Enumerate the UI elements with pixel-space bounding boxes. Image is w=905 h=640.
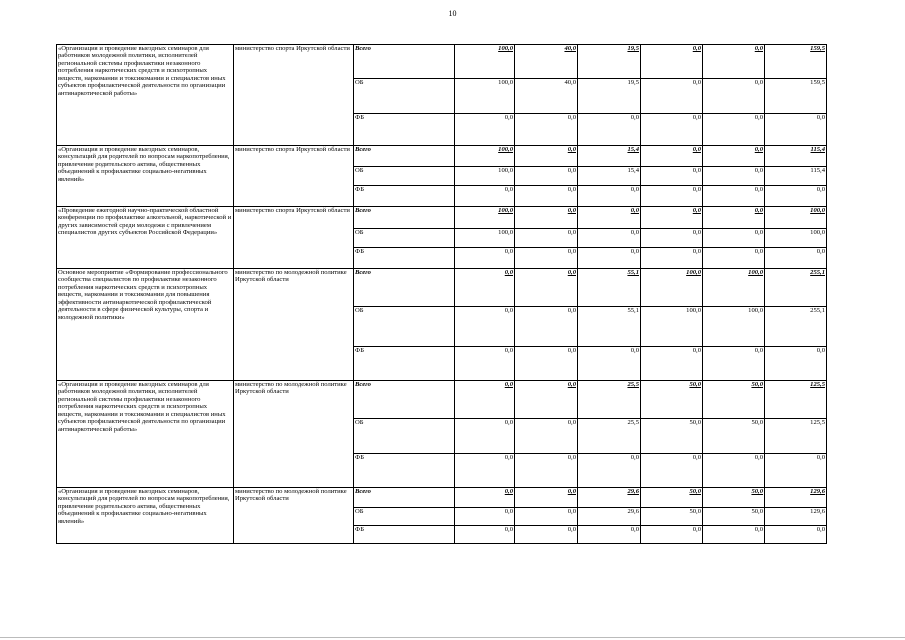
- amount-cell: [455, 167, 515, 186]
- amount-value: 0,0: [567, 248, 576, 255]
- amount-cell: [641, 347, 703, 381]
- amount-value: 55,1: [627, 269, 639, 276]
- funding-source-cell: ОБ: [354, 79, 455, 114]
- funding-source-cell: Всего: [354, 381, 455, 419]
- amount-cell: [641, 307, 703, 347]
- amount-value: 0,0: [630, 454, 639, 461]
- page-number: 10: [448, 9, 457, 18]
- funding-source-cell: Всего: [354, 488, 455, 508]
- amount-value: 0,0: [567, 186, 576, 193]
- executor-cell: министерство по молодежной политике Иркутской области: [234, 381, 354, 488]
- amount-cell: [641, 269, 703, 307]
- funding-source-cell: Всего: [354, 207, 455, 229]
- amount-cell: [641, 167, 703, 186]
- page-edge-line: [0, 637, 905, 638]
- amount-cell: [641, 381, 703, 419]
- amount-cell: [703, 146, 765, 167]
- amount-value: 50,0: [751, 508, 763, 515]
- amount-value: 55,1: [627, 307, 639, 314]
- amount-value: 0,0: [504, 186, 513, 193]
- amount-cell: [703, 488, 765, 508]
- amount-value: 0,0: [630, 186, 639, 193]
- funding-source-cell: ОБ: [354, 419, 455, 454]
- amount-cell: [703, 167, 765, 186]
- amount-value: 0,0: [754, 454, 763, 461]
- amount-value: 0,0: [816, 114, 825, 121]
- table-row-total: [57, 45, 827, 79]
- amount-value: 115,4: [810, 146, 825, 153]
- amount-value: 0,0: [567, 454, 576, 461]
- amount-cell: [765, 248, 827, 269]
- executor-cell: министерство по молодежной политике Иркутской области: [234, 488, 354, 544]
- amount-value: 125,5: [810, 419, 825, 426]
- amount-cell: [703, 347, 765, 381]
- amount-value: 0,0: [754, 248, 763, 255]
- amount-cell: [703, 526, 765, 544]
- amount-cell: [455, 248, 515, 269]
- amount-value: 0,0: [504, 307, 513, 314]
- amount-value: 0,0: [567, 508, 576, 515]
- amount-cell: [455, 207, 515, 229]
- activity-name-cell: «Проведение ежегодной научно-практической областной конференции по профилактике алкогольной, наркотической и других зависимостей среди молодежи с привлечением специалистов других субъектов Российской Федерации»: [57, 207, 234, 269]
- amount-cell: [703, 269, 765, 307]
- amount-cell: [703, 45, 765, 79]
- amount-value: 0,0: [692, 248, 701, 255]
- amount-value: 0,0: [630, 207, 639, 214]
- amount-cell: [703, 381, 765, 419]
- amount-value: 0,0: [504, 488, 513, 495]
- amount-value: 0,0: [567, 419, 576, 426]
- amount-cell: [515, 229, 578, 248]
- amount-value: 0,0: [754, 146, 763, 153]
- amount-value: 0,0: [567, 114, 576, 121]
- amount-cell: [703, 79, 765, 114]
- amount-value: 0,0: [504, 508, 513, 515]
- amount-cell: [455, 269, 515, 307]
- amount-cell: [641, 229, 703, 248]
- amount-value: 0,0: [816, 248, 825, 255]
- amount-cell: [765, 454, 827, 488]
- activity-name-cell: «Организация и проведение выездных семинаров, консультаций для родителей по вопросам наркопотребления, привлечение родительского актива, общественных объединений к профилактике социально-негативных явлений»: [57, 146, 234, 207]
- amount-cell: [578, 146, 641, 167]
- amount-cell: [765, 508, 827, 526]
- amount-value: 0,0: [754, 207, 763, 214]
- table-row-total: [57, 146, 827, 167]
- amount-cell: [515, 488, 578, 508]
- amount-value: 129,6: [810, 488, 825, 495]
- funding-source-cell: ФБ: [354, 186, 455, 207]
- amount-value: 50,0: [689, 381, 701, 388]
- amount-cell: [703, 419, 765, 454]
- amount-cell: [641, 419, 703, 454]
- amount-value: 129,6: [810, 508, 825, 515]
- amount-cell: [578, 248, 641, 269]
- amount-value: 0,0: [567, 347, 576, 354]
- amount-value: 0,0: [692, 229, 701, 236]
- amount-cell: [455, 526, 515, 544]
- amount-cell: [641, 454, 703, 488]
- amount-cell: [641, 45, 703, 79]
- amount-value: 100,0: [686, 269, 701, 276]
- amount-cell: [578, 454, 641, 488]
- amount-value: 50,0: [689, 488, 701, 495]
- amount-value: 0,0: [630, 248, 639, 255]
- amount-value: 0,0: [692, 45, 701, 52]
- amount-value: 40,0: [564, 79, 576, 86]
- amount-value: 29,6: [627, 488, 639, 495]
- activity-name-cell: «Организация и проведение выездных семинаров, консультаций для родителей по вопросам наркопотребления, привлечение родительского актива, общественных объединений к профилактике социально-негативных явлений»: [57, 488, 234, 544]
- amount-value: 0,0: [754, 167, 763, 174]
- amount-value: 255,1: [810, 269, 825, 276]
- funding-source-cell: ФБ: [354, 526, 455, 544]
- amount-cell: [578, 508, 641, 526]
- amount-value: 0,0: [567, 207, 576, 214]
- amount-cell: [641, 248, 703, 269]
- amount-value: 50,0: [689, 419, 701, 426]
- amount-value: 0,0: [754, 229, 763, 236]
- amount-value: 100,0: [498, 229, 513, 236]
- amount-cell: [455, 146, 515, 167]
- amount-cell: [578, 488, 641, 508]
- amount-value: 0,0: [754, 114, 763, 121]
- amount-cell: [578, 45, 641, 79]
- table-row-total: [57, 381, 827, 419]
- amount-value: 29,6: [627, 508, 639, 515]
- amount-value: 0,0: [567, 488, 576, 495]
- amount-value: 115,4: [810, 167, 825, 174]
- amount-cell: [765, 45, 827, 79]
- amount-cell: [765, 114, 827, 146]
- amount-cell: [515, 167, 578, 186]
- amount-value: 0,0: [692, 186, 701, 193]
- amount-cell: [578, 526, 641, 544]
- amount-value: 0,0: [754, 526, 763, 533]
- amount-value: 50,0: [751, 419, 763, 426]
- amount-value: 0,0: [504, 454, 513, 461]
- amount-cell: [578, 269, 641, 307]
- amount-value: 159,5: [810, 45, 825, 52]
- funding-source-cell: ФБ: [354, 248, 455, 269]
- amount-cell: [703, 508, 765, 526]
- amount-value: 19,5: [627, 45, 639, 52]
- amount-cell: [515, 347, 578, 381]
- amount-cell: [515, 146, 578, 167]
- amount-cell: [641, 488, 703, 508]
- amount-value: 0,0: [692, 167, 701, 174]
- amount-value: 19,5: [627, 79, 639, 86]
- amount-value: 0,0: [692, 454, 701, 461]
- amount-value: 0,0: [630, 229, 639, 236]
- amount-value: 15,4: [627, 146, 639, 153]
- amount-value: 0,0: [630, 347, 639, 354]
- executor-cell: министерство спорта Иркутской области: [234, 207, 354, 269]
- amount-cell: [641, 79, 703, 114]
- amount-value: 0,0: [567, 269, 576, 276]
- amount-value: 25,5: [627, 381, 639, 388]
- amount-value: 0,0: [567, 307, 576, 314]
- amount-value: 0,0: [567, 381, 576, 388]
- amount-cell: [515, 381, 578, 419]
- amount-cell: [765, 347, 827, 381]
- amount-value: 0,0: [504, 269, 513, 276]
- amount-cell: [515, 508, 578, 526]
- amount-cell: [641, 207, 703, 229]
- amount-value: 100,0: [498, 167, 513, 174]
- table-row-total: [57, 207, 827, 229]
- amount-cell: [703, 114, 765, 146]
- amount-cell: [515, 419, 578, 454]
- amount-cell: [578, 207, 641, 229]
- amount-cell: [455, 381, 515, 419]
- amount-value: 100,0: [810, 229, 825, 236]
- amount-value: 0,0: [567, 146, 576, 153]
- amount-cell: [515, 186, 578, 207]
- amount-value: 100,0: [498, 207, 513, 214]
- amount-cell: [765, 146, 827, 167]
- amount-value: 159,5: [810, 79, 825, 86]
- amount-cell: [578, 229, 641, 248]
- amount-cell: [578, 381, 641, 419]
- amount-value: 0,0: [630, 526, 639, 533]
- executor-cell: министерство по молодежной политике Иркутской области: [234, 269, 354, 381]
- amount-value: 100,0: [498, 146, 513, 153]
- amount-cell: [703, 307, 765, 347]
- amount-value: 0,0: [692, 526, 701, 533]
- executor-cell: министерство спорта Иркутской области: [234, 45, 354, 146]
- funding-source-cell: ФБ: [354, 454, 455, 488]
- amount-cell: [578, 167, 641, 186]
- amount-value: 0,0: [754, 45, 763, 52]
- activity-name-cell: «Организация и проведение выездных семинаров для работников молодежной политики, исполнителей региональной системы профилактики незаконного потребления наркотических средств и психотропных веществ, наркомании и токсикомании и специалистов иных субъектов профилактической деятельности по организации антинаркотической работы»: [57, 381, 234, 488]
- amount-cell: [455, 454, 515, 488]
- amount-cell: [515, 307, 578, 347]
- amount-value: 0,0: [567, 526, 576, 533]
- amount-cell: [455, 229, 515, 248]
- amount-value: 100,0: [498, 79, 513, 86]
- executor-cell: министерство спорта Иркутской области: [234, 146, 354, 207]
- amount-value: 0,0: [754, 347, 763, 354]
- funding-source-cell: Всего: [354, 45, 455, 79]
- amount-cell: [703, 454, 765, 488]
- amount-cell: [703, 248, 765, 269]
- amount-value: 0,0: [504, 381, 513, 388]
- amount-cell: [578, 114, 641, 146]
- amount-value: 125,5: [810, 381, 825, 388]
- amount-cell: [455, 79, 515, 114]
- amount-cell: [515, 526, 578, 544]
- amount-value: 0,0: [816, 526, 825, 533]
- amount-value: 0,0: [692, 146, 701, 153]
- amount-value: 0,0: [504, 526, 513, 533]
- amount-cell: [515, 454, 578, 488]
- amount-cell: [641, 526, 703, 544]
- amount-value: 100,0: [686, 307, 701, 314]
- amount-cell: [578, 347, 641, 381]
- amount-cell: [578, 79, 641, 114]
- amount-value: 0,0: [504, 419, 513, 426]
- amount-value: 0,0: [567, 229, 576, 236]
- table-body: [57, 45, 827, 544]
- amount-cell: [765, 419, 827, 454]
- funding-source-cell: ОБ: [354, 508, 455, 526]
- amount-cell: [515, 269, 578, 307]
- amount-value: 0,0: [630, 114, 639, 121]
- amount-cell: [703, 186, 765, 207]
- amount-value: 0,0: [567, 167, 576, 174]
- amount-cell: [765, 526, 827, 544]
- amount-value: 0,0: [816, 347, 825, 354]
- amount-value: 50,0: [689, 508, 701, 515]
- amount-cell: [578, 186, 641, 207]
- amount-value: 0,0: [692, 347, 701, 354]
- amount-value: 255,1: [810, 307, 825, 314]
- amount-cell: [703, 229, 765, 248]
- amount-cell: [578, 307, 641, 347]
- amount-cell: [455, 488, 515, 508]
- amount-cell: [765, 229, 827, 248]
- funding-source-cell: ОБ: [354, 167, 455, 186]
- funding-source-cell: ОБ: [354, 229, 455, 248]
- amount-value: 100,0: [810, 207, 825, 214]
- amount-value: 15,4: [627, 167, 639, 174]
- budget-table: [56, 44, 827, 544]
- amount-cell: [515, 207, 578, 229]
- amount-value: 0,0: [504, 248, 513, 255]
- amount-value: 50,0: [751, 381, 763, 388]
- amount-value: 0,0: [692, 207, 701, 214]
- table-row-total: [57, 488, 827, 508]
- amount-cell: [703, 207, 765, 229]
- amount-value: 0,0: [754, 79, 763, 86]
- table-row-total: [57, 269, 827, 307]
- amount-cell: [578, 419, 641, 454]
- activity-name-cell: Основное мероприятие «Формирование профессионального сообщества специалистов по профилактике незаконного потребления наркотических средств и психотропных веществ, наркомании и токсикомании для повышения эффективности антинаркотической профилактической деятельности в сфере физической культуры, спорта и молодежной политики»: [57, 269, 234, 381]
- amount-cell: [455, 114, 515, 146]
- amount-value: 0,0: [692, 114, 701, 121]
- amount-value: 40,0: [564, 45, 576, 52]
- amount-cell: [455, 307, 515, 347]
- funding-source-cell: ОБ: [354, 307, 455, 347]
- activity-name-cell: «Организация и проведение выездных семинаров для работников молодежной политики, исполнителей региональной системы профилактики незаконного потребления наркотических средств и психотропных веществ, наркомании и токсикомании и специалистов иных субъектов профилактической деятельности по организации антинаркотической работы»: [57, 45, 234, 146]
- amount-value: 0,0: [816, 186, 825, 193]
- funding-source-cell: ФБ: [354, 114, 455, 146]
- amount-cell: [765, 186, 827, 207]
- amount-cell: [455, 45, 515, 79]
- amount-cell: [515, 45, 578, 79]
- amount-cell: [641, 146, 703, 167]
- funding-source-cell: Всего: [354, 146, 455, 167]
- amount-cell: [641, 114, 703, 146]
- amount-value: 100,0: [748, 307, 763, 314]
- amount-cell: [455, 419, 515, 454]
- amount-cell: [515, 248, 578, 269]
- amount-value: 0,0: [504, 347, 513, 354]
- funding-source-cell: ФБ: [354, 347, 455, 381]
- amount-cell: [765, 269, 827, 307]
- amount-cell: [765, 167, 827, 186]
- amount-cell: [641, 508, 703, 526]
- funding-source-cell: Всего: [354, 269, 455, 307]
- amount-value: 0,0: [816, 454, 825, 461]
- amount-value: 100,0: [748, 269, 763, 276]
- amount-value: 0,0: [504, 114, 513, 121]
- amount-cell: [455, 186, 515, 207]
- amount-value: 25,5: [627, 419, 639, 426]
- amount-cell: [765, 79, 827, 114]
- amount-value: 0,0: [692, 79, 701, 86]
- amount-cell: [641, 186, 703, 207]
- amount-cell: [765, 307, 827, 347]
- amount-cell: [765, 207, 827, 229]
- amount-cell: [455, 347, 515, 381]
- amount-value: 0,0: [754, 186, 763, 193]
- amount-cell: [455, 508, 515, 526]
- amount-cell: [515, 114, 578, 146]
- amount-value: 50,0: [751, 488, 763, 495]
- amount-cell: [515, 79, 578, 114]
- amount-value: 100,0: [498, 45, 513, 52]
- amount-cell: [765, 488, 827, 508]
- amount-cell: [765, 381, 827, 419]
